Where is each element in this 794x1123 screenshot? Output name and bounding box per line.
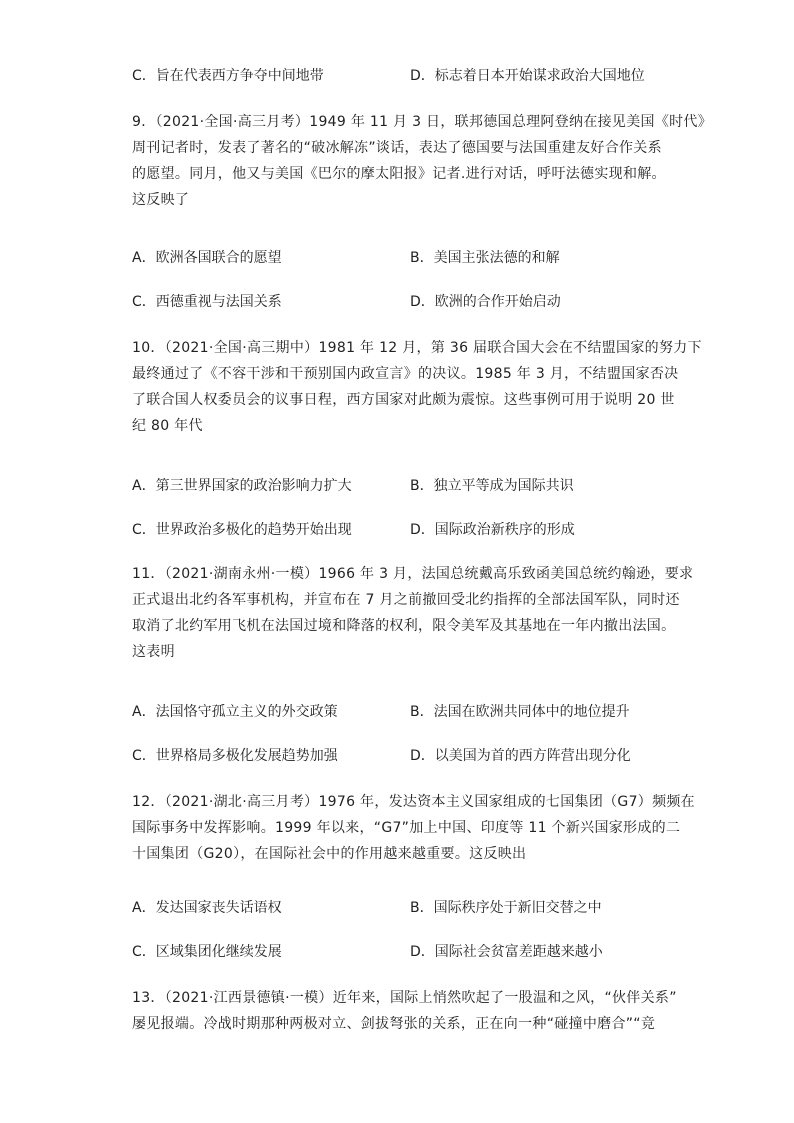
q11-stem-line-2: 正式退出北约各军事机构，并宣布在 7 月之前撤回受北约指挥的全部法国军队，同时还 [132,592,680,608]
q10-option-b: B．独立平等成为国际共识 [410,478,574,494]
q11-option-b: B．法国在欧洲共同体中的地位提升 [410,704,630,720]
q11-stem-line-4: 这表明 [132,644,175,660]
q11-stem-line-3: 取消了北约军用飞机在法国过境和降落的权利，限令美军及其基地在一年内撤出法国。 [132,618,676,634]
q9-option-c: C．西德重视与法国关系 [132,294,282,310]
q9-stem-line-3: 的愿望。同月，他又与美国《巴尔的摩太阳报》记者.进行对话，呼吁法德实现和解。 [132,166,666,182]
q9-stem-line-1: 9．（2021·全国·高三月考）1949 年 11 月 3 日，联邦德国总理阿登纳在接见美国《时代》 [132,114,713,130]
q10-stem-line-4: 纪 80 年代 [132,418,203,434]
q10-stem-line-3: 了联合国人权委员会的议事日程，西方国家对此颇为震惊。这些事例可用于说明 20 世 [132,392,675,408]
q8-option-c: C．旨在代表西方争夺中间地带 [132,68,324,84]
q13-stem-line-2: 屡见报端。冷战时期那种两极对立、剑拔弩张的关系，正在向一种“碰撞中磨合”“竞 [132,1016,656,1032]
q10-option-c: C．世界政治多极化的趋势开始出现 [132,522,352,538]
q9-stem-line-2: 周刊记者时，发表了著名的“破冰解冻”谈话，表达了德国要与法国重建友好合作关系 [132,140,662,156]
q10-option-a: A．第三世界国家的政治影响力扩大 [132,478,352,494]
q10-option-d: D．国际政治新秩序的形成 [410,522,575,538]
q12-stem-line-3: 十国集团（G20），在国际社会中的作用越来越重要。这反映出 [132,846,527,862]
q12-option-d: D．国际社会贫富差距越来越小 [410,944,603,960]
q11-option-a: A．法国恪守孤立主义的外交政策 [132,704,338,720]
q13-stem-line-1: 13．（2021·江西景德镇·一模）近年来，国际上悄然吹起了一股温和之风，“伙伴关系” [132,990,677,1006]
q9-option-b: B．美国主张法德的和解 [410,250,560,266]
q12-option-a: A．发达国家丧失话语权 [132,900,282,916]
q9-stem-line-4: 这反映了 [132,192,190,208]
q11-option-c: C．世界格局多极化发展趋势加强 [132,748,338,764]
q11-option-d: D．以美国为首的西方阵营出现分化 [410,748,631,764]
q12-option-b: B．国际秩序处于新旧交替之中 [410,900,602,916]
q10-stem-line-2: 最终通过了《不容干涉和干预别国内政宣言》的决议。1985 年 3 月，不结盟国家否决 [132,366,679,382]
q11-stem-line-1: 11．（2021·湖南永州·一模）1966 年 3 月，法国总统戴高乐致函美国总统约翰逊，要求 [132,566,694,582]
q12-stem-line-1: 12．（2021·湖北·高三月考）1976 年，发达资本主义国家组成的七国集团（G7）频频在 [132,794,695,810]
q9-option-a: A．欧洲各国联合的愿望 [132,250,282,266]
q12-option-c: C．区域集团化继续发展 [132,944,282,960]
q9-option-d: D．欧洲的合作开始启动 [410,294,561,310]
q10-stem-line-1: 10．（2021·全国·高三期中）1981 年 12 月，第 36 届联合国大会在不结盟国家的努力下 [132,340,702,356]
q12-stem-line-2: 国际事务中发挥影响。1999 年以来，“G7”加上中国、印度等 11 个新兴国家形成的二 [132,820,681,836]
q8-option-d: D．标志着日本开始谋求政治大国地位 [410,68,645,84]
